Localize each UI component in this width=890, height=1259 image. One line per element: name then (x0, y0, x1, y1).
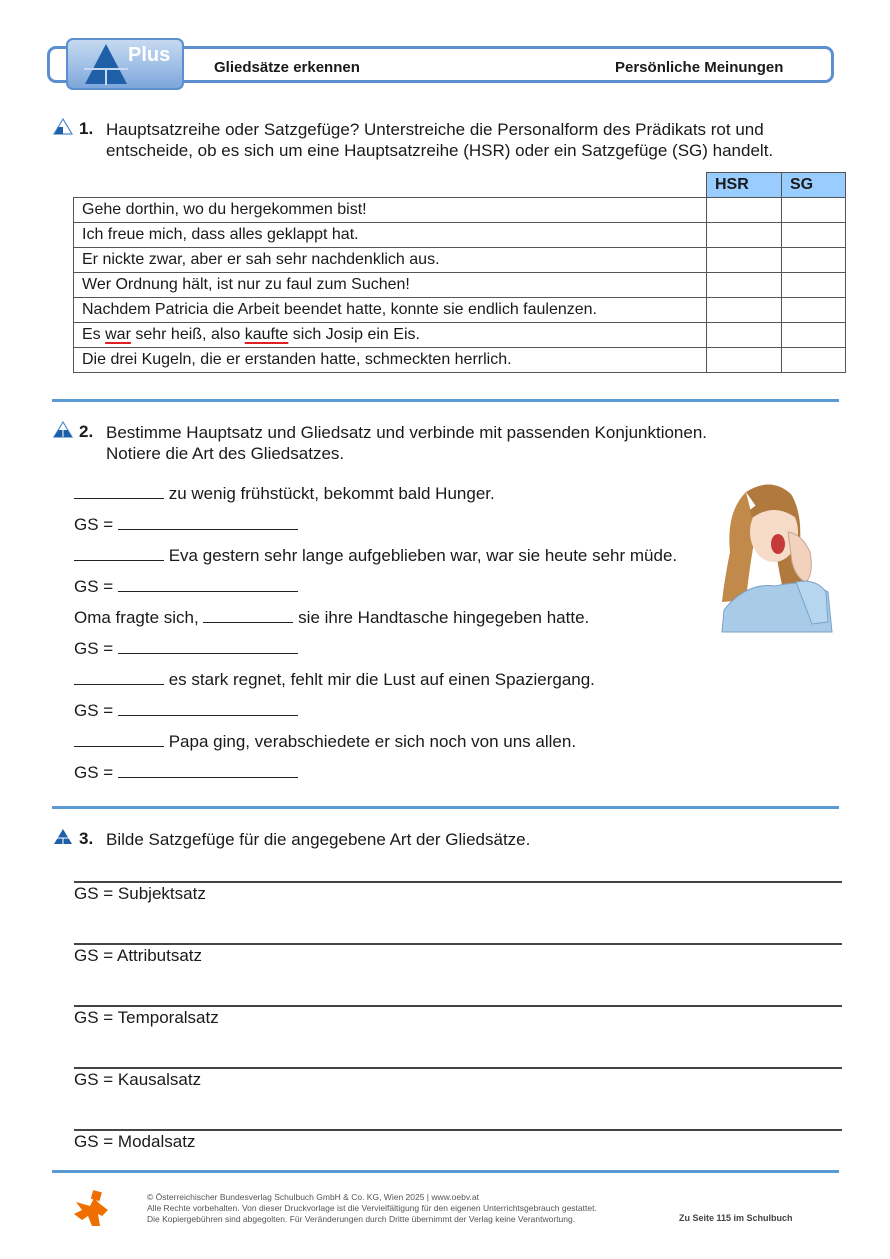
section-divider (52, 1170, 839, 1173)
sentence-cell: Die drei Kugeln, die er erstanden hatte, schmeckten herrlich. (74, 348, 707, 373)
hsr-check-cell[interactable] (707, 323, 782, 348)
column-header-sg: SG (782, 173, 846, 198)
gs-answer-line: GS = (74, 763, 298, 783)
worksheet-unit: Persönliche Meinungen (615, 59, 784, 76)
hsr-check-cell[interactable] (707, 348, 782, 373)
copyright-notice: © Österreichischer Bundesverlag Schulbuch GmbH & Co. KG, Wien 2025 | www.oebv.at Alle Rechte vorbehalten. Von dieser Druckvorlage ist die Vervielfältigung für den eigenen Unterrichtsgebrauch gestattet. Die Kopiergebühren sind abgegolten. Für Veränderungen durch Dritte übernimmt der Verlag keine Verantwortung. (147, 1192, 597, 1224)
gs-answer-line: GS = (74, 701, 298, 721)
gs-blank[interactable] (118, 652, 298, 654)
sentence-cell: Wer Ordnung hält, ist nur zu faul zum Suchen! (74, 273, 707, 298)
sg-check-cell[interactable] (782, 298, 846, 323)
table-row (74, 248, 846, 273)
conjunction-blank[interactable] (203, 621, 293, 623)
task-2-sentence: es stark regnet, fehlt mir die Lust auf einen Spaziergang. (74, 670, 595, 690)
task-1-table (73, 172, 846, 373)
textbook-page-reference: Zu Seite 115 im Schulbuch (679, 1213, 793, 1223)
sentence-cell: Ich freue mich, dass alles geklappt hat. (74, 223, 707, 248)
sg-check-cell[interactable] (782, 323, 846, 348)
hsr-check-cell[interactable] (707, 273, 782, 298)
sentence-cell: Er nickte zwar, aber er sah sehr nachdenklich aus. (74, 248, 707, 273)
sg-check-cell[interactable] (782, 273, 846, 298)
gs-type-label: GS = Subjektsatz (74, 884, 206, 903)
sentence-cell: Gehe dorthin, wo du hergekommen bist! (74, 198, 707, 223)
task-2-number: 2. (79, 422, 94, 441)
sg-check-cell[interactable] (782, 198, 846, 223)
logo-text: Plus (128, 44, 171, 66)
task-1-instruction-line-1: Hauptsatzreihe oder Satzgefüge? Unterstreiche die Personalform des Prädikats rot und (106, 120, 764, 139)
yawning-girl-illustration (716, 482, 834, 634)
gs-answer-line: GS = (74, 577, 298, 597)
publisher-logo-icon (72, 1190, 110, 1228)
example-sentence-cell: Es war sehr heiß, also kaufte sich Josip ein Eis. (74, 323, 707, 348)
gs-answer-line: GS = (74, 639, 298, 659)
writing-line[interactable] (74, 1129, 842, 1131)
gs-type-label: GS = Modalsatz (74, 1132, 196, 1151)
table-row (74, 273, 846, 298)
hsr-check-cell[interactable] (707, 223, 782, 248)
pyramid-logo-icon (84, 43, 128, 85)
hsr-check-cell[interactable] (707, 198, 782, 223)
task-2-sentence: Eva gestern sehr lange aufgeblieben war, war sie heute sehr müde. (74, 546, 677, 566)
pyramid-level-3-icon (53, 828, 73, 845)
conjunction-blank[interactable] (74, 497, 164, 499)
section-divider (52, 399, 839, 402)
task-2-sentence: zu wenig frühstückt, bekommt bald Hunger. (74, 484, 495, 504)
task-3-instruction: Bilde Satzgefüge für die angegebene Art der Gliedsätze. (106, 830, 531, 849)
hsr-check-cell[interactable] (707, 298, 782, 323)
task-1-instruction (106, 119, 773, 161)
column-header-hsr: HSR (707, 173, 782, 198)
writing-line[interactable] (74, 943, 842, 945)
task-2-instruction-line-1: Bestimme Hauptsatz und Gliedsatz und verbinde mit passenden Konjunktionen. (106, 423, 708, 442)
sg-check-cell[interactable] (782, 248, 846, 273)
conjunction-blank[interactable] (74, 745, 164, 747)
gs-blank[interactable] (118, 714, 298, 716)
gs-blank[interactable] (118, 590, 298, 592)
writing-line[interactable] (74, 1005, 842, 1007)
section-divider (52, 806, 839, 809)
pyramid-level-1-icon (53, 118, 73, 135)
task-2-instruction (106, 422, 707, 464)
task-2-instruction-line-2: Notiere die Art des Gliedsatzes. (106, 444, 345, 463)
underlined-verb: war (105, 326, 131, 343)
table-row (74, 348, 846, 373)
hsr-check-cell[interactable] (707, 248, 782, 273)
table-row-example (74, 323, 846, 348)
plus-logo (66, 38, 184, 90)
gs-blank[interactable] (118, 776, 298, 778)
gs-type-label: GS = Kausalsatz (74, 1070, 202, 1089)
conjunction-blank[interactable] (74, 683, 164, 685)
task-2-sentence: Oma fragte sich, sie ihre Handtasche hingegeben hatte. (74, 608, 590, 627)
conjunction-blank[interactable] (74, 559, 164, 561)
pyramid-level-2-icon (53, 421, 73, 438)
task-1-number: 1. (79, 119, 94, 138)
sg-check-cell[interactable] (782, 348, 846, 373)
table-row (74, 223, 846, 248)
worksheet-topic: Gliedsätze erkennen (214, 59, 360, 76)
gs-type-label: GS = Temporalsatz (74, 1008, 219, 1027)
task-3-number: 3. (79, 829, 94, 848)
gs-blank[interactable] (118, 528, 298, 530)
gs-answer-line: GS = (74, 515, 298, 535)
task-2-sentence: Papa ging, verabschiedete er sich noch von uns allen. (74, 732, 576, 752)
sentence-cell: Nachdem Patricia die Arbeit beendet hatte, konnte sie endlich faulenzen. (74, 298, 707, 323)
underlined-verb: kaufte (244, 326, 289, 343)
sg-check-cell[interactable] (782, 223, 846, 248)
gs-type-label: GS = Attributsatz (74, 946, 203, 965)
table-row (74, 298, 846, 323)
table-row (74, 198, 846, 223)
writing-line[interactable] (74, 1067, 842, 1069)
task-1-instruction-line-2: entscheide, ob es sich um eine Hauptsatzreihe (HSR) oder ein Satzgefüge (SG) handelt. (106, 141, 774, 160)
writing-line[interactable] (74, 881, 842, 883)
